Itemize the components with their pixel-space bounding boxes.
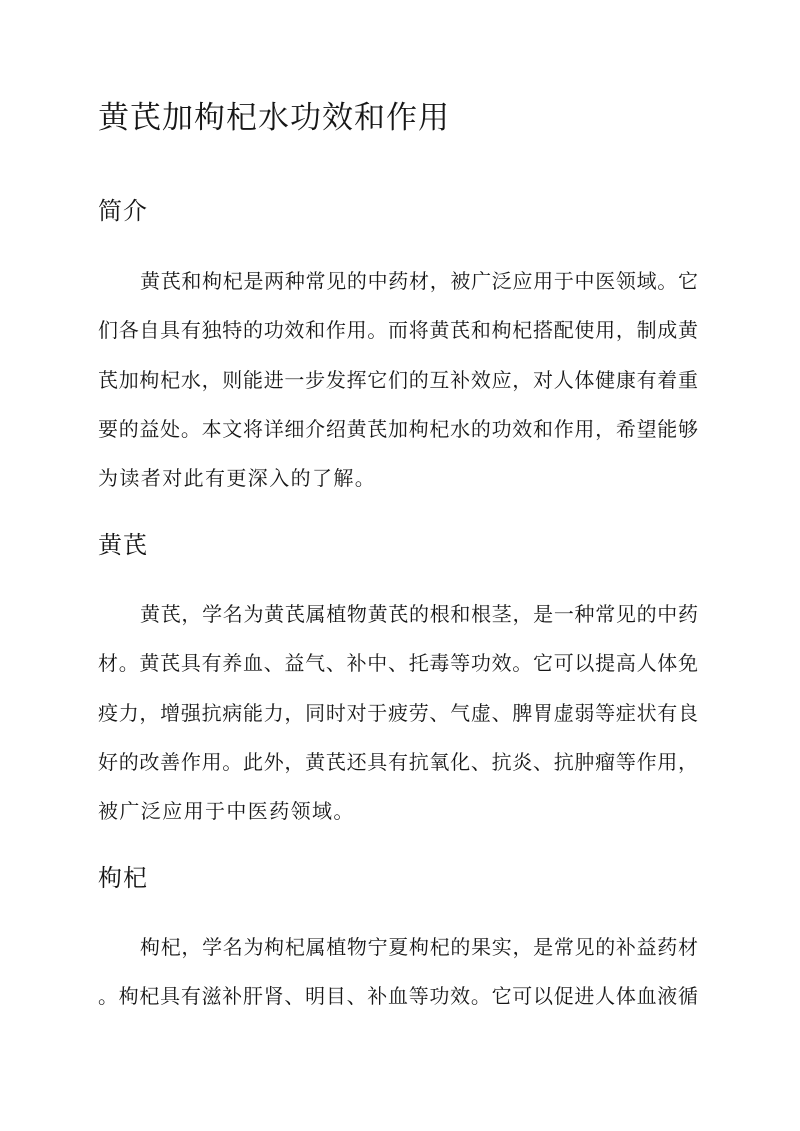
section-heading-gouqi: 枸杞 <box>98 864 148 892</box>
paragraph-line: 黄芪和枸杞是两种常见的中药材，被广泛应用于中医领域。它 <box>140 269 698 293</box>
paragraph-line: 枸杞，学名为枸杞属植物宁夏枸杞的果实，是常见的补益药材 <box>140 935 698 959</box>
paragraph-line: 疫力，增强抗病能力，同时对于疲劳、气虚、脾胃虚弱等症状有良 <box>98 700 698 725</box>
paragraph-gouqi <box>98 923 698 1022</box>
paragraph-huangqi <box>98 590 698 836</box>
paragraph-line: 黄芪，学名为黄芪属植物黄芪的根和根茎，是一种常见的中药 <box>140 602 698 626</box>
page-title: 黄芪加枸杞水功效和作用 <box>98 100 450 136</box>
paragraph-line: 芪加枸杞水，则能进一步发挥它们的互补效应，对人体健康有着重 <box>98 367 698 392</box>
paragraph-line: 。枸杞具有滋补肝肾、明目、补血等功效。它可以促进人体血液循 <box>98 984 698 1009</box>
paragraph-line: 好的改善作用。此外，黄芪还具有抗氧化、抗炎、抗肿瘤等作用， <box>98 749 698 774</box>
paragraph-line: 被广泛应用于中医药领域。 <box>98 799 355 824</box>
section-heading-intro: 简介 <box>98 197 148 225</box>
section-heading-huangqi: 黄芪 <box>98 531 148 559</box>
paragraph-line: 们各自具有独特的功效和作用。而将黄芪和枸杞搭配使用，制成黄 <box>98 318 698 343</box>
paragraph-line: 要的益处。本文将详细介绍黄芪加枸杞水的功效和作用，希望能够 <box>98 416 698 441</box>
paragraph-intro <box>98 257 698 503</box>
paragraph-line: 材。黄芪具有养血、益气、补中、托毒等功效。它可以提高人体免 <box>98 651 698 676</box>
paragraph-line: 为读者对此有更深入的了解。 <box>98 466 377 491</box>
